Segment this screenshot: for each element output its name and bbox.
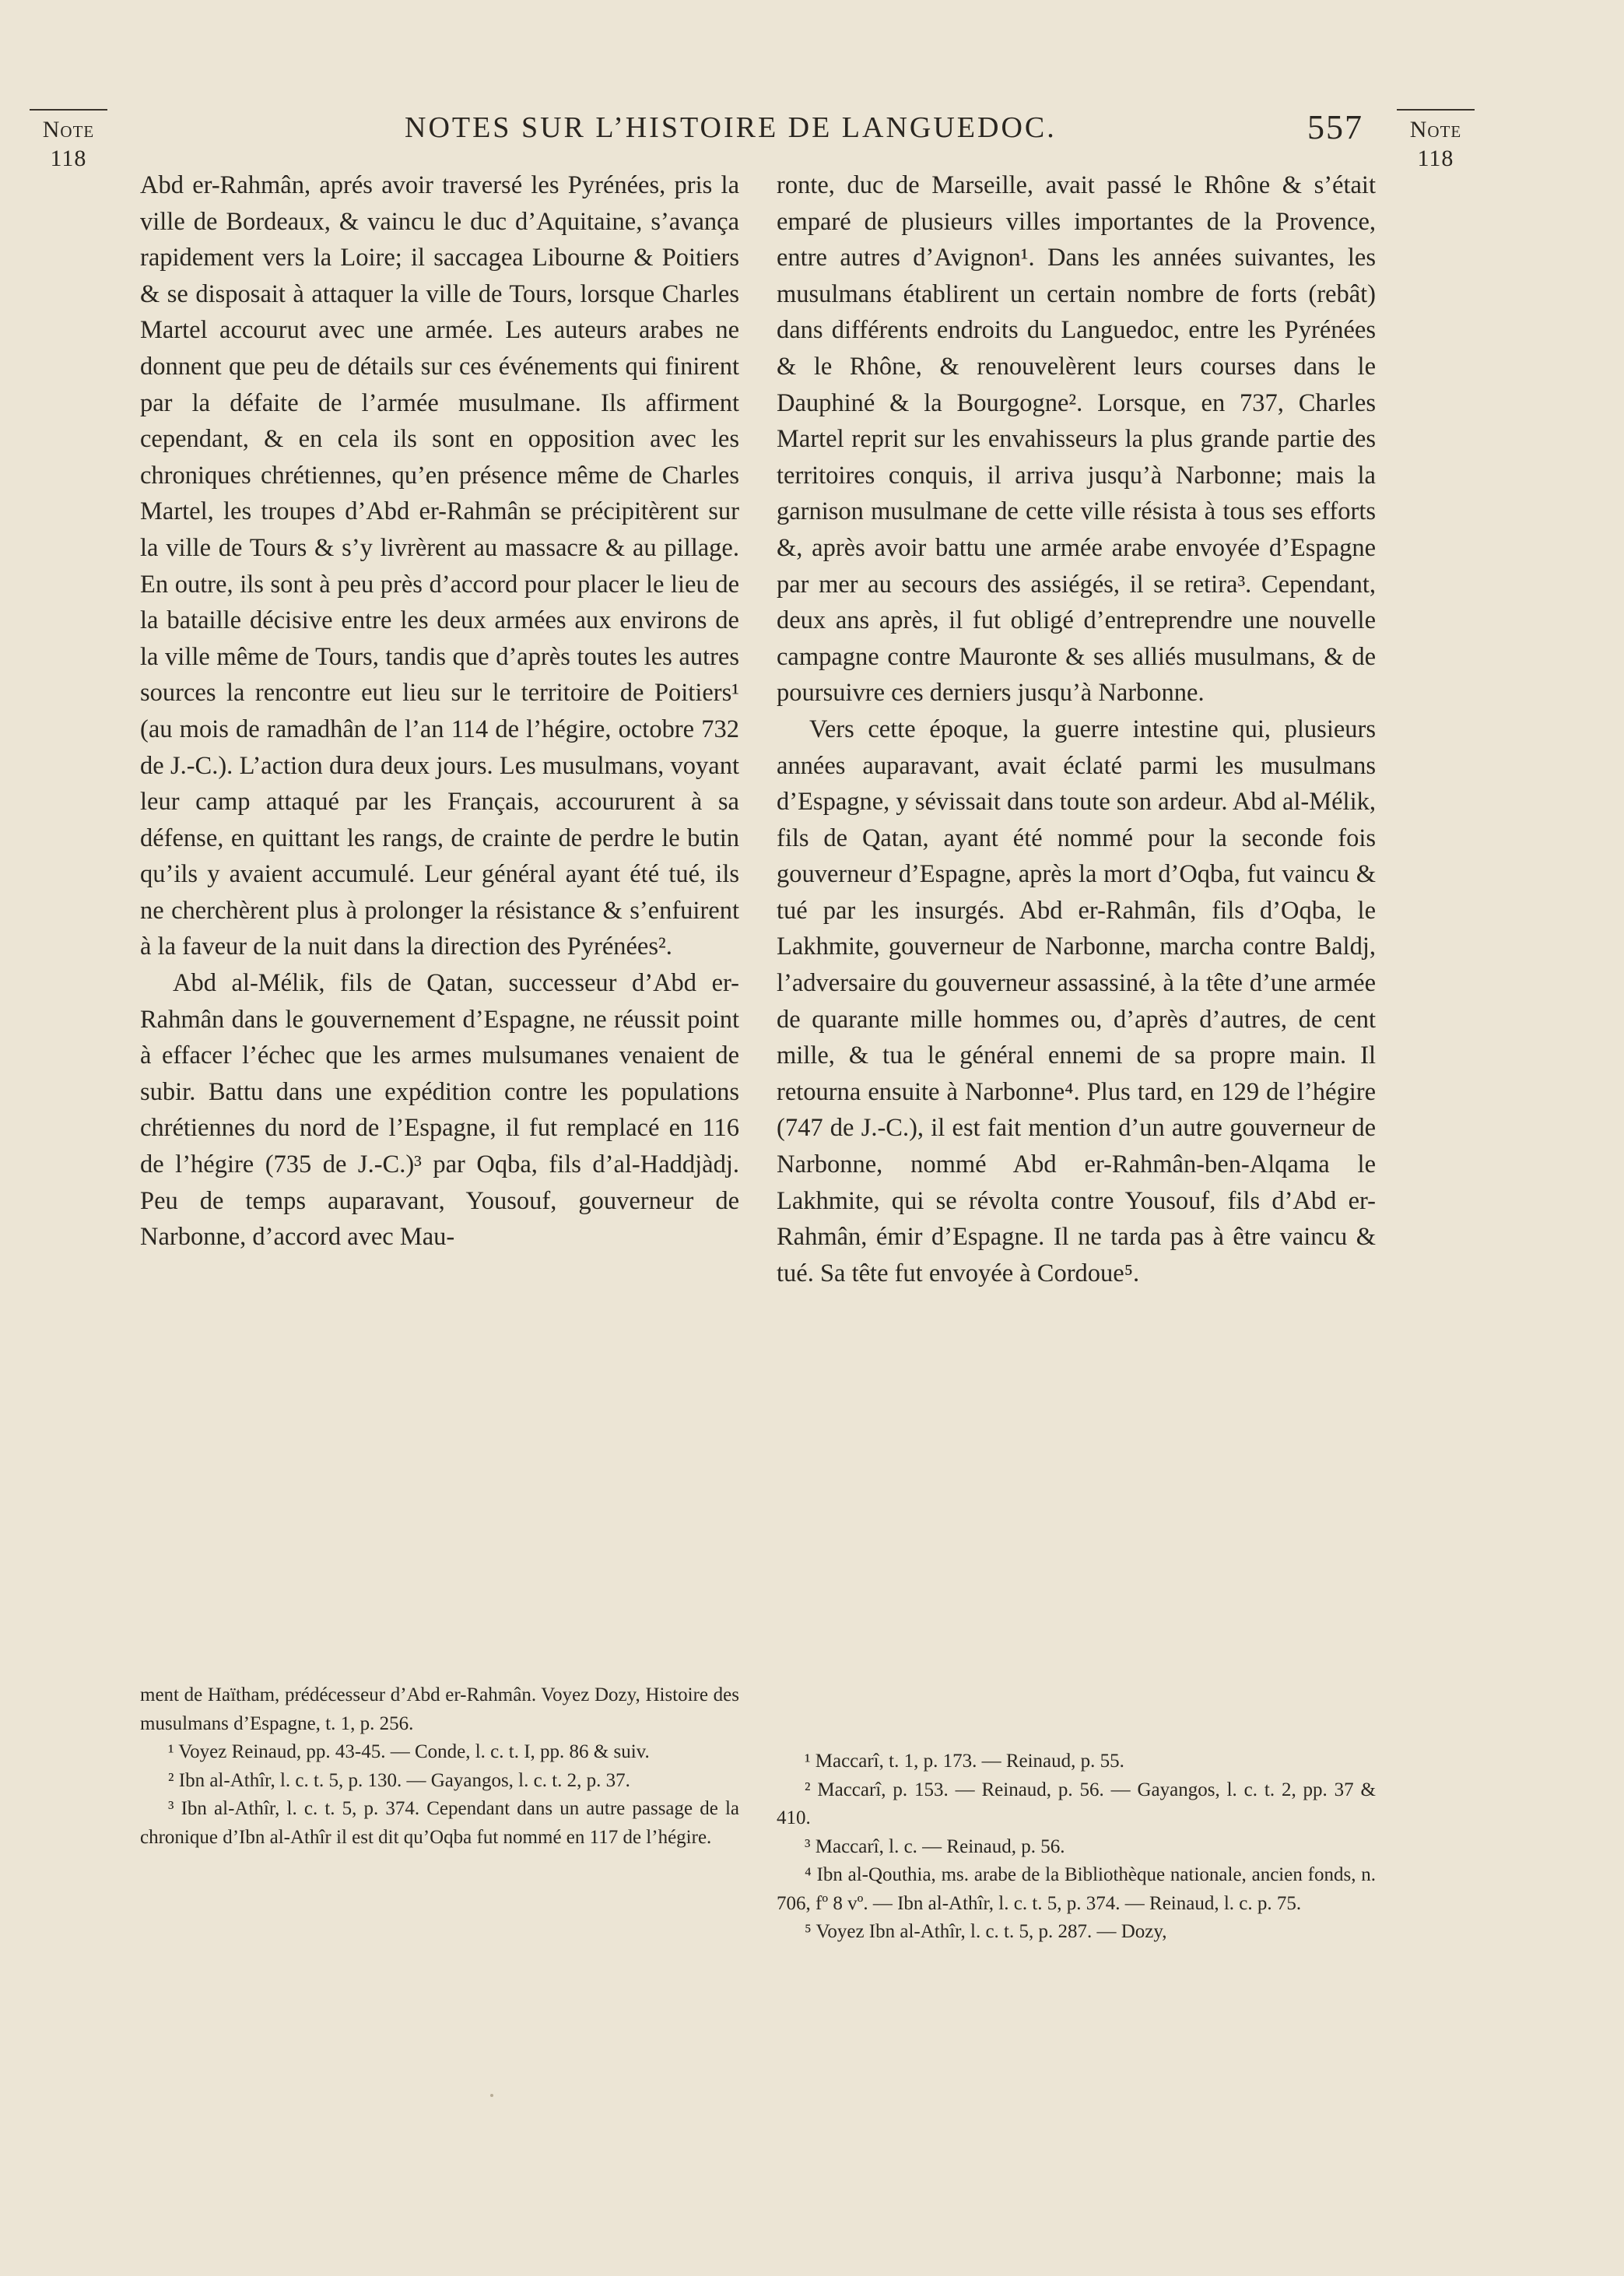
margin-note-number: 118 <box>50 146 87 171</box>
footnote: ³ Maccarî, l. c. — Reinaud, p. 56. <box>805 1835 1065 1857</box>
footnotes-right <box>777 1747 1376 1947</box>
margin-note-label: Note <box>42 117 95 142</box>
footnote: ¹ Voyez Reinaud, pp. 43-45. — Conde, l. c. t. I, pp. 86 & suiv. <box>168 1741 650 1762</box>
paragraph: Abd er-Rahmân, aprés avoir traversé les Pyrénées, pris la ville de Bordeaux, & vaincu le duc d’Aquitaine, s’avança rapidement vers la Loire; il saccagea Libourne & Poitiers & se disposait à attaquer la ville de Tours, lorsque Charles Martel accourut avec une armée. Les auteurs arabes ne donnent que peu de détails sur ces événements qui finirent par la défaite de l’armée musulmane. Ils affirment cependant, & en cela ils sont en opposition avec les chroniques chrétiennes, qu’en présence même de Charles Martel, les troupes d’Abd er-Rahmân se précipitèrent sur la ville de Tours & s’y livrèrent au massacre & au pillage. En outre, ils sont à peu près d’accord pour placer le lieu de la bataille décisive entre les deux armées aux environs de la ville même de Tours, tandis que d’après toutes les autres sources la rencontre eut lieu sur le territoire de Poitiers¹ (au mois de ramadhân de l’an 114 de l’hégire, octobre 732 de J.-C.). L’action dura deux jours. Les musulmans, voyant leur camp attaqué par les Français, accoururent à sa défense, en quittant les rangs, de crainte de perdre le butin qu’ils y avaient accumulé. Leur général ayant été tué, ils ne cherchèrent plus à prolonger la résistance & s’enfuirent à la faveur de la nuit dans la direction des Pyrénées². <box>140 171 739 961</box>
footnote: ⁴ Ibn al-Qouthia, ms. arabe de la Bibliothèque nationale, ancien fonds, n. 706, fº 8 vº. — Ibn al-Athîr, l. c. t. 5, p. 374. — Reinaud, l. c. p. 75. <box>777 1864 1376 1914</box>
body-column-right <box>777 167 1376 1291</box>
margin-rule-right <box>1397 109 1475 111</box>
margin-note-number: 118 <box>1417 146 1454 171</box>
footnote: ¹ Maccarî, t. 1, p. 173. — Reinaud, p. 55. <box>805 1751 1124 1772</box>
footnote: ³ Ibn al-Athîr, l. c. t. 5, p. 374. Cependant dans un autre passage de la chronique d’Ibn al-Athîr il est dit qu’Oqba fut nommé en 117 de l’hégire. <box>140 1798 739 1848</box>
footnote: ² Ibn al-Athîr, l. c. t. 5, p. 130. — Gayangos, l. c. t. 2, p. 37. <box>168 1769 630 1791</box>
margin-rule-left <box>30 109 107 111</box>
footnote: ² Maccarî, p. 153. — Reinaud, p. 56. — Gayangos, l. c. t. 2, pp. 37 & 410. <box>777 1779 1376 1828</box>
paragraph: ronte, duc de Marseille, avait passé le Rhône & s’était emparé de plusieurs villes importantes de la Provence, entre autres d’Avignon¹. Dans les années suivantes, les musulmans établirent un certain nombre de forts (rebât) dans différents endroits du Languedoc, entre les Pyrénées & le Rhône, & renouvelèrent leurs courses dans le Dauphiné & la Bourgogne². Lorsque, en 737, Charles Martel reprit sur les envahisseurs la plus grande partie des territoires conquis, il arriva jusqu’à Narbonne; mais la garnison musulmane de cette ville résista à tous ses efforts &, après avoir battu une armée arabe envoyée d’Espagne par mer au secours des assiégés, il se retira³. Cependant, deux ans après, il fut obligé d’entreprendre une nouvelle campagne contre Mauronte & ses alliés musulmans, & de poursuivre ces derniers jusqu’à Narbonne. <box>777 171 1376 708</box>
margin-note-left <box>30 109 107 171</box>
running-head: NOTES SUR L’HISTOIRE DE LANGUEDOC. <box>405 111 1057 144</box>
margin-note-label: Note <box>1409 117 1462 142</box>
footnote: ⁵ Voyez Ibn al-Athîr, l. c. t. 5, p. 287. — Dozy, <box>805 1921 1167 1942</box>
footnote: ment de Haïtham, prédécesseur d’Abd er-Rahmân. Voyez Dozy, Histoire des musulmans d’Espagne, t. 1, p. 256. <box>140 1684 739 1734</box>
footnotes-left <box>140 1681 739 1852</box>
paragraph: Abd al-Mélik, fils de Qatan, successeur d’Abd er-Rahmân dans le gouvernement d’Espagne, ne réussit point à effacer l’échec que les armes mulsumanes venaient de subir. Battu dans une expédition contre les populations chrétiennes du nord de l’Espagne, il fut remplacé en 116 de l’hégire (735 de J.-C.)³ par Oqba, fils d’al-Haddjàdj. Peu de temps auparavant, Yousouf, gouverneur de Narbonne, d’accord avec Mau- <box>140 969 739 1252</box>
page-number: 557 <box>1307 108 1363 146</box>
margin-note-right <box>1393 109 1478 171</box>
paragraph: Vers cette époque, la guerre intestine qui, plusieurs années auparavant, avait éclaté parmi les musulmans d’Espagne, y sévissait dans toute son ardeur. Abd al-Mélik, fils de Qatan, ayant été nommé pour la seconde fois gouverneur d’Espagne, après la mort d’Oqba, fut vaincu & tué par les insurgés. Abd er-Rahmân, fils d’Oqba, le Lakhmite, gouverneur de Narbonne, marcha contre Baldj, l’adversaire du gouverneur assassiné, à la tête d’une armée de quarante mille hommes ou, d’après d’autres, de cent mille, & tua le général ennemi de sa propre main. Il retourna ensuite à Narbonne⁴. Plus tard, en 129 de l’hégire (747 de J.-C.), il est fait mention d’un autre gouverneur de Narbonne, nommé Abd er-Rahmân-ben-Alqama le Lakhmite, qui se révolta contre Yousouf, fils d’Abd er-Rahmân, émir d’Espagne. Il ne tarda pas à être vaincu & tué. Sa tête fut envoyée à Cordoue⁵. <box>777 715 1376 1287</box>
body-column-left <box>140 167 739 1256</box>
paper-blemish <box>490 2094 493 2097</box>
